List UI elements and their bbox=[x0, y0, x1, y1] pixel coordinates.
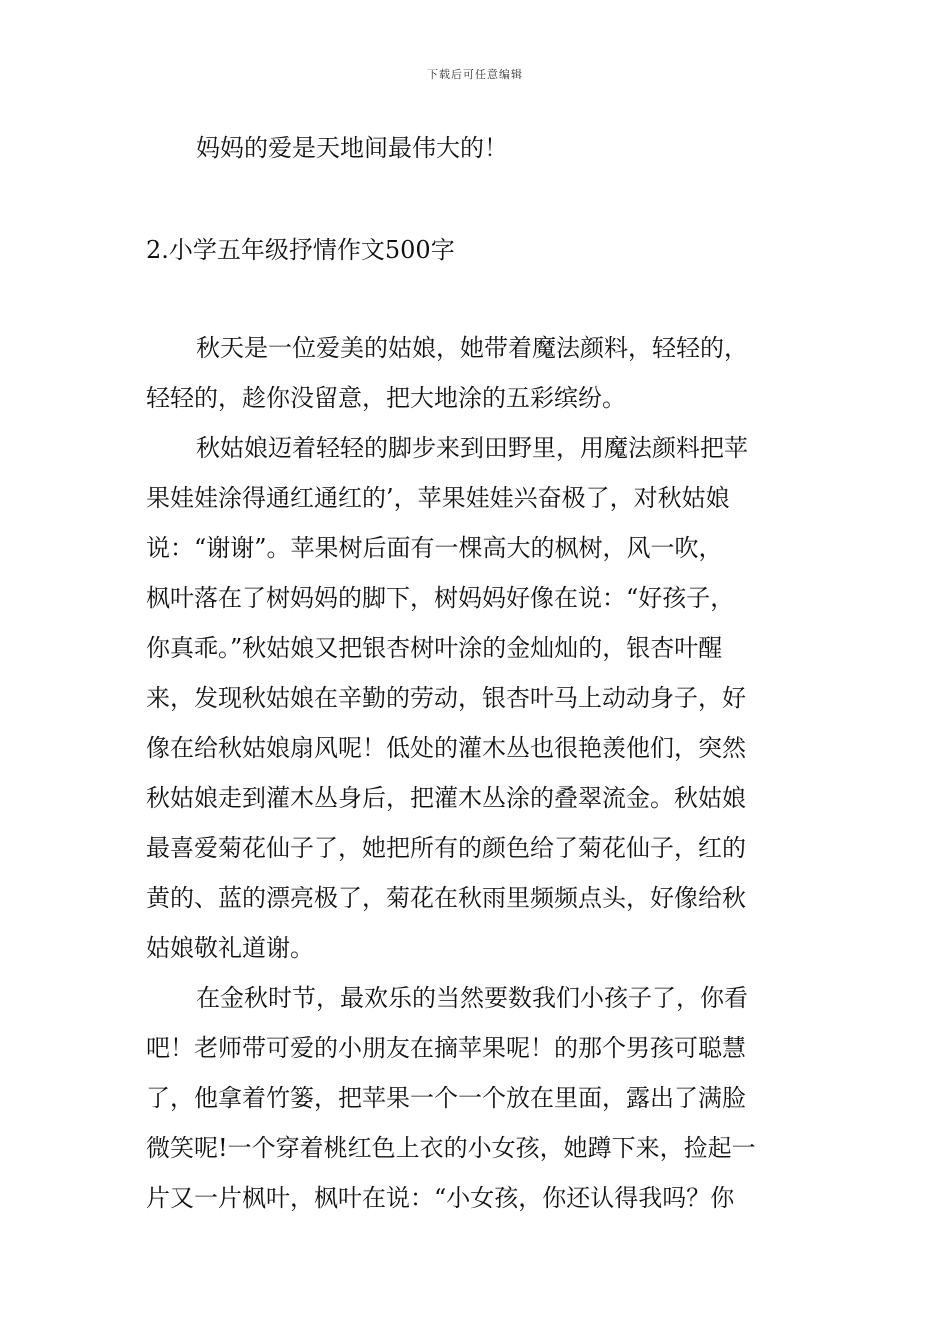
text-line: 吧！老师带可爱的小朋友在摘苹果呢！的那个男孩可聪慧 bbox=[146, 1034, 746, 1062]
text-line: 果娃娃涂得通红通红的’，苹果娃娃兴奋极了，对秋姑娘 bbox=[146, 484, 730, 512]
text-line: 说：“谢谢”。苹果树后面有一棵高大的枫树，风一吹， bbox=[146, 534, 723, 562]
text-line: 片又一片枫叶，枫叶在说：“小女孩，你还认得我吗？你 bbox=[146, 1184, 735, 1212]
paragraph-2 bbox=[146, 423, 810, 973]
section-heading bbox=[146, 225, 810, 275]
text-line: 秋姑娘走到灌木丛身后，把灌木丛涂的叠翠流金。秋姑娘 bbox=[146, 784, 746, 812]
paragraph-1 bbox=[146, 323, 810, 423]
heading-text: 2.小学五年级抒情作文500字 bbox=[146, 236, 455, 264]
text-line: 轻轻的，趁你没留意，把大地涂的五彩缤纷。 bbox=[146, 384, 626, 412]
text-line: 微笑呢!一个穿着桃红色上衣的小女孩，她蹲下来，捡起一 bbox=[146, 1134, 756, 1162]
text-line: 黄的、蓝的漂亮极了，菊花在秋雨里频频点头，好像给秋 bbox=[146, 884, 746, 912]
text-line: 枫叶落在了树妈妈的脚下，树妈妈好像在说：“好孩子， bbox=[146, 584, 735, 612]
intro-line bbox=[146, 123, 810, 173]
text-line: 了，他拿着竹篓，把苹果一个一个放在里面，露出了满脸 bbox=[146, 1084, 746, 1112]
text-line: 来，发现秋姑娘在辛勤的劳动，银杏叶马上动动身子，好 bbox=[146, 684, 746, 712]
text-line: 在金秋时节，最欢乐的当然要数我们小孩子了，你看 bbox=[196, 984, 748, 1012]
header-note: 下载后可任意编辑 bbox=[427, 68, 523, 81]
text-line: 秋姑娘迈着轻轻的脚步来到田野里，用魔法颜料把苹 bbox=[196, 434, 748, 462]
text-line: 秋天是一位爱美的姑娘，她带着魔法颜料，轻轻的， bbox=[196, 334, 748, 362]
paragraph-3 bbox=[146, 973, 810, 1223]
text-line: 像在给秋姑娘扇风呢！低处的灌木丛也很艳羡他们，突然 bbox=[146, 734, 746, 762]
text-line: 你真乖。”秋姑娘又把银杏树叶涂的金灿灿的，银杏叶醒 bbox=[146, 634, 723, 662]
text-line: 姑娘敬礼道谢。 bbox=[146, 934, 314, 962]
text-line: 最喜爱菊花仙子了，她把所有的颜色给了菊花仙子，红的 bbox=[146, 834, 746, 862]
text-line: 妈妈的爱是天地间最伟大的！ bbox=[196, 134, 508, 162]
